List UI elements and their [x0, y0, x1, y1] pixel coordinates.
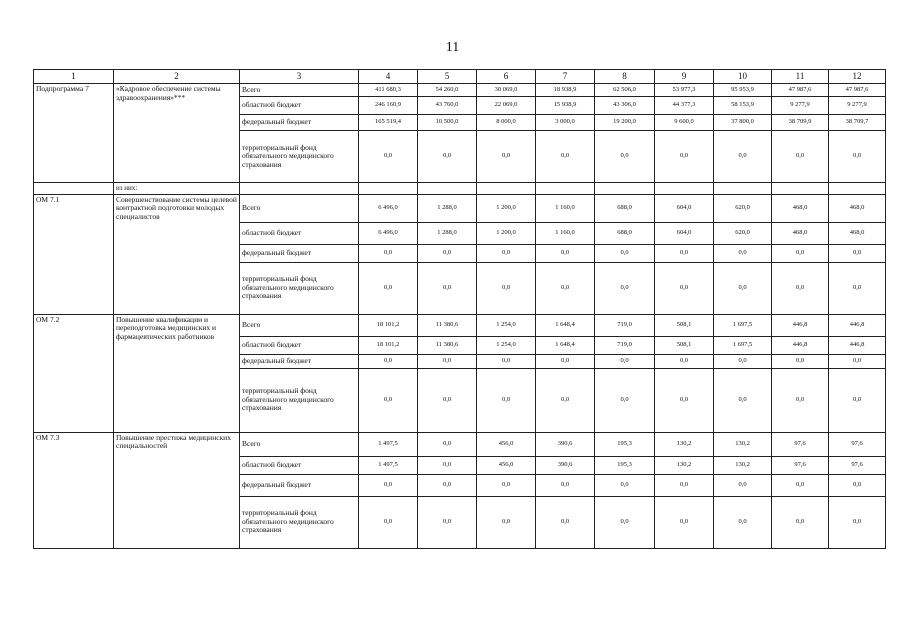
- funding-value: 165 519,4: [359, 115, 418, 131]
- funding-value: 18 101,2: [359, 336, 418, 354]
- funding-value: 0,0: [418, 262, 477, 314]
- column-header: 8: [595, 70, 655, 84]
- funding-value: 0,0: [772, 474, 829, 496]
- funding-source: Всего: [240, 84, 359, 97]
- column-header: 6: [477, 70, 536, 84]
- funding-value: 0,0: [829, 244, 886, 262]
- funding-value: 456,0: [477, 456, 536, 474]
- funding-source: областной бюджет: [240, 222, 359, 244]
- row-title: Совершенствование системы целевой контрактной подготовки молодых специалистов: [114, 194, 240, 314]
- funding-source: Всего: [240, 314, 359, 336]
- column-header: 11: [772, 70, 829, 84]
- funding-value: 0,0: [595, 496, 655, 548]
- funding-value: 0,0: [418, 131, 477, 183]
- funding-value: 0,0: [536, 244, 595, 262]
- funding-source: областной бюджет: [240, 336, 359, 354]
- row-title: Повышение престижа медицинских специальностей: [114, 432, 240, 548]
- funding-source: федеральный бюджет: [240, 474, 359, 496]
- funding-value: 11 380,6: [418, 314, 477, 336]
- funding-value: 62 506,0: [595, 84, 655, 97]
- funding-value: 18 938,9: [536, 84, 595, 97]
- table-row: [34, 84, 886, 97]
- funding-value: 0,0: [595, 244, 655, 262]
- row-title: «Кадровое обеспечение системы здравоохранения»***: [114, 84, 240, 183]
- funding-value: 38 709,7: [829, 115, 886, 131]
- funding-value: 195,3: [595, 432, 655, 456]
- funding-value: 1 288,0: [418, 194, 477, 222]
- funding-value: 446,8: [772, 336, 829, 354]
- funding-value: 1 254,0: [477, 336, 536, 354]
- table-row: [34, 314, 886, 336]
- funding-value: 0,0: [536, 354, 595, 368]
- funding-value: 130,2: [655, 432, 714, 456]
- funding-value: 0,0: [714, 131, 772, 183]
- funding-value: 1 288,0: [418, 222, 477, 244]
- funding-value: 0,0: [359, 368, 418, 432]
- funding-value: 0,0: [418, 244, 477, 262]
- funding-value: 0,0: [477, 368, 536, 432]
- funding-value: 508,1: [655, 336, 714, 354]
- column-header: 1: [34, 70, 114, 84]
- funding-value: 18 101,2: [359, 314, 418, 336]
- funding-source: территориальный фонд обязательного медицинского страхования: [240, 131, 359, 183]
- funding-value: 54 260,0: [418, 84, 477, 97]
- funding-value: 1 200,0: [477, 222, 536, 244]
- funding-table: [33, 69, 886, 549]
- funding-source: областной бюджет: [240, 97, 359, 115]
- funding-value: 43 306,0: [595, 97, 655, 115]
- funding-value: 1 648,4: [536, 314, 595, 336]
- header-row: [34, 70, 886, 84]
- row-title: Повышение квалификации и переподготовка медицинских и фармацевтических работников: [114, 314, 240, 432]
- funding-value: 0,0: [477, 354, 536, 368]
- funding-value: 0,0: [772, 354, 829, 368]
- funding-value: 22 069,0: [477, 97, 536, 115]
- funding-value: 604,0: [655, 222, 714, 244]
- funding-value: 468,0: [772, 222, 829, 244]
- funding-value: 0,0: [714, 354, 772, 368]
- funding-value: 0,0: [714, 262, 772, 314]
- funding-value: 390,6: [536, 432, 595, 456]
- funding-value: 11 380,6: [418, 336, 477, 354]
- funding-value: 130,2: [714, 432, 772, 456]
- column-header: 2: [114, 70, 240, 84]
- table-row: [34, 432, 886, 456]
- funding-value: 468,0: [772, 194, 829, 222]
- funding-value: 0,0: [477, 474, 536, 496]
- funding-value: 0,0: [477, 262, 536, 314]
- funding-value: 688,0: [595, 194, 655, 222]
- funding-value: 1 697,5: [714, 314, 772, 336]
- funding-value: 0,0: [714, 244, 772, 262]
- funding-value: 719,0: [595, 314, 655, 336]
- funding-value: 1 497,5: [359, 456, 418, 474]
- funding-value: 0,0: [772, 131, 829, 183]
- funding-source: федеральный бюджет: [240, 244, 359, 262]
- funding-value: 37 800,0: [714, 115, 772, 131]
- funding-value: 1 160,0: [536, 222, 595, 244]
- funding-value: 97,6: [829, 456, 886, 474]
- funding-value: 0,0: [418, 432, 477, 456]
- funding-value: 0,0: [418, 496, 477, 548]
- funding-value: 0,0: [418, 354, 477, 368]
- funding-value: 0,0: [418, 456, 477, 474]
- funding-value: 0,0: [829, 354, 886, 368]
- funding-value: 30 069,0: [477, 84, 536, 97]
- funding-source: территориальный фонд обязательного медицинского страхования: [240, 368, 359, 432]
- funding-value: 468,0: [829, 222, 886, 244]
- funding-value: 0,0: [829, 496, 886, 548]
- funding-value: 0,0: [359, 262, 418, 314]
- funding-source: Всего: [240, 194, 359, 222]
- funding-value: 9 277,9: [772, 97, 829, 115]
- funding-value: 0,0: [418, 368, 477, 432]
- funding-value: 58 153,9: [714, 97, 772, 115]
- funding-value: 1 497,5: [359, 432, 418, 456]
- funding-value: 6 496,0: [359, 222, 418, 244]
- funding-value: 53 977,3: [655, 84, 714, 97]
- funding-value: 411 680,3: [359, 84, 418, 97]
- funding-value: 0,0: [595, 131, 655, 183]
- column-header: 9: [655, 70, 714, 84]
- column-header: 3: [240, 70, 359, 84]
- funding-value: 0,0: [359, 496, 418, 548]
- funding-value: 719,0: [595, 336, 655, 354]
- funding-value: 0,0: [359, 474, 418, 496]
- funding-value: 446,8: [829, 336, 886, 354]
- funding-value: 130,2: [714, 456, 772, 474]
- funding-value: 47 987,6: [772, 84, 829, 97]
- funding-value: 0,0: [536, 368, 595, 432]
- funding-value: 97,6: [829, 432, 886, 456]
- funding-value: 468,0: [829, 194, 886, 222]
- funding-source: федеральный бюджет: [240, 115, 359, 131]
- funding-value: 0,0: [655, 474, 714, 496]
- funding-value: 620,0: [714, 194, 772, 222]
- funding-value: 38 709,9: [772, 115, 829, 131]
- funding-value: 1 160,0: [536, 194, 595, 222]
- funding-value: 1 254,0: [477, 314, 536, 336]
- funding-value: 130,2: [655, 456, 714, 474]
- row-code: ОМ 7.3: [34, 432, 114, 548]
- funding-value: 0,0: [595, 262, 655, 314]
- funding-value: 0,0: [772, 244, 829, 262]
- funding-value: 0,0: [772, 496, 829, 548]
- funding-value: 43 760,0: [418, 97, 477, 115]
- funding-value: 0,0: [772, 368, 829, 432]
- funding-value: 44 377,3: [655, 97, 714, 115]
- funding-value: 0,0: [829, 474, 886, 496]
- funding-value: 0,0: [829, 262, 886, 314]
- funding-value: 0,0: [477, 244, 536, 262]
- table-row: [34, 194, 886, 222]
- funding-value: 0,0: [359, 354, 418, 368]
- funding-value: 0,0: [714, 496, 772, 548]
- funding-value: 9 600,0: [655, 115, 714, 131]
- funding-value: 10 500,0: [418, 115, 477, 131]
- funding-value: 604,0: [655, 194, 714, 222]
- column-header: 10: [714, 70, 772, 84]
- funding-source: Всего: [240, 432, 359, 456]
- funding-value: 0,0: [772, 262, 829, 314]
- funding-value: 0,0: [536, 474, 595, 496]
- funding-value: 0,0: [714, 474, 772, 496]
- funding-value: 0,0: [829, 368, 886, 432]
- funding-value: 1 200,0: [477, 194, 536, 222]
- row-code: Подпрограмма 7: [34, 84, 114, 183]
- column-header: 5: [418, 70, 477, 84]
- of-them-label: из них:: [114, 183, 240, 195]
- funding-value: 19 200,0: [595, 115, 655, 131]
- funding-value: 390,6: [536, 456, 595, 474]
- funding-value: 0,0: [359, 131, 418, 183]
- funding-source: областной бюджет: [240, 456, 359, 474]
- funding-value: 0,0: [655, 354, 714, 368]
- of-them-row: [34, 183, 886, 195]
- funding-value: 0,0: [418, 474, 477, 496]
- funding-value: 97,6: [772, 456, 829, 474]
- funding-value: 446,8: [772, 314, 829, 336]
- row-code: ОМ 7.2: [34, 314, 114, 432]
- funding-value: 620,0: [714, 222, 772, 244]
- funding-value: 0,0: [536, 496, 595, 548]
- funding-value: 0,0: [595, 474, 655, 496]
- funding-value: 0,0: [595, 368, 655, 432]
- row-code: ОМ 7.1: [34, 194, 114, 314]
- funding-value: 97,6: [772, 432, 829, 456]
- funding-value: 0,0: [655, 131, 714, 183]
- funding-value: 0,0: [655, 244, 714, 262]
- funding-value: 9 277,9: [829, 97, 886, 115]
- funding-source: территориальный фонд обязательного медицинского страхования: [240, 496, 359, 548]
- funding-value: 0,0: [359, 244, 418, 262]
- funding-value: 0,0: [655, 496, 714, 548]
- funding-value: 0,0: [477, 496, 536, 548]
- funding-value: 15 938,9: [536, 97, 595, 115]
- funding-value: 0,0: [536, 131, 595, 183]
- funding-value: 0,0: [477, 131, 536, 183]
- funding-source: территориальный фонд обязательного медицинского страхования: [240, 262, 359, 314]
- funding-value: 1 648,4: [536, 336, 595, 354]
- funding-value: 47 987,6: [829, 84, 886, 97]
- funding-value: 0,0: [536, 262, 595, 314]
- funding-source: федеральный бюджет: [240, 354, 359, 368]
- funding-value: 1 697,5: [714, 336, 772, 354]
- funding-value: 95 953,9: [714, 84, 772, 97]
- funding-value: 0,0: [714, 368, 772, 432]
- funding-value: 0,0: [655, 262, 714, 314]
- funding-value: 6 496,0: [359, 194, 418, 222]
- funding-value: 0,0: [655, 368, 714, 432]
- funding-value: 3 000,0: [536, 115, 595, 131]
- funding-value: 0,0: [829, 131, 886, 183]
- funding-value: 195,3: [595, 456, 655, 474]
- funding-value: 446,8: [829, 314, 886, 336]
- page-number: 11: [445, 40, 460, 55]
- funding-value: 8 000,0: [477, 115, 536, 131]
- column-header: 7: [536, 70, 595, 84]
- funding-value: 456,0: [477, 432, 536, 456]
- funding-value: 688,0: [595, 222, 655, 244]
- column-header: 12: [829, 70, 886, 84]
- funding-value: 0,0: [595, 354, 655, 368]
- column-header: 4: [359, 70, 418, 84]
- funding-value: 246 160,9: [359, 97, 418, 115]
- funding-value: 508,1: [655, 314, 714, 336]
